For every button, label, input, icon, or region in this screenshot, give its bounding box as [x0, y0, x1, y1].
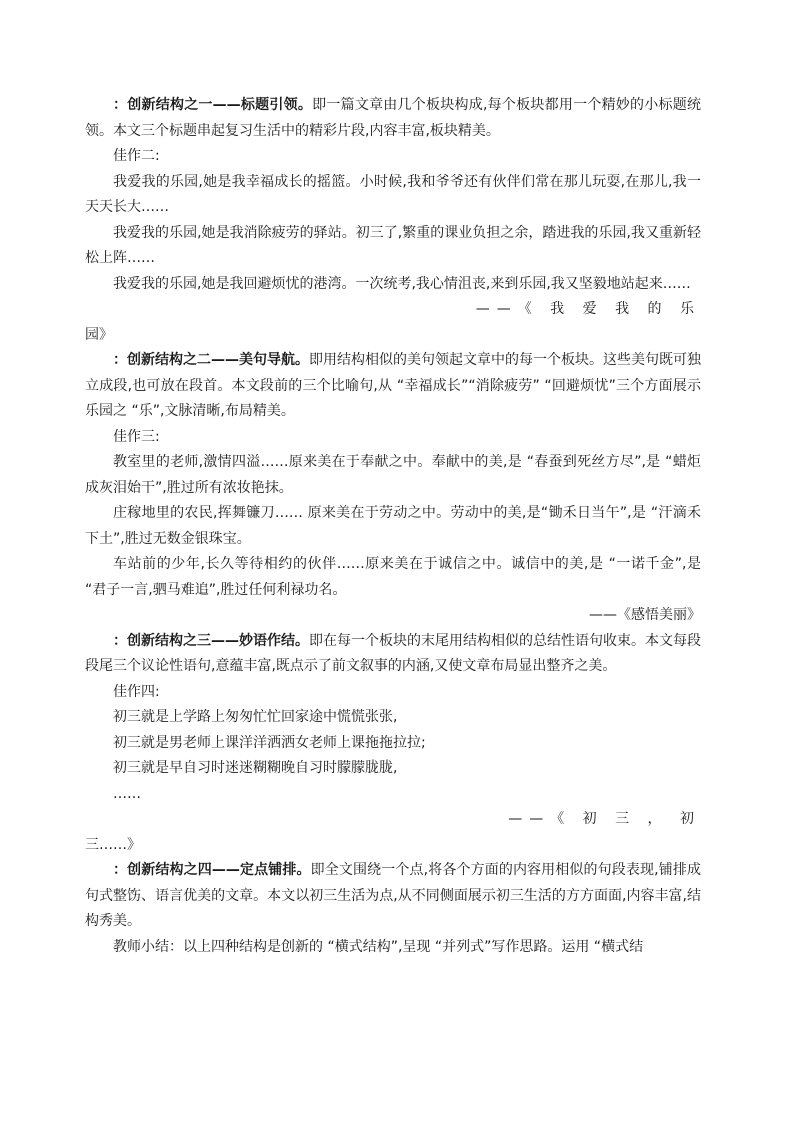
example-3-paragraph-1: 教室里的老师,激情四溢……原来美在于奉献之中。奉献中的美,是 “春蚕到死丝方尽”,是 “蜡炬成灰泪始干”,胜过所有浓妆艳抹。 [85, 454, 701, 496]
structure-4-text: 即全文围绕一个点,将各个方面的内容用相似的句段表现,铺排成句式整饬、语言优美的文章。本文以初三生活为点,从不同侧面展示初三生活的方方面面,内容丰富,结构秀美。 [85, 862, 702, 929]
structure-2-heading: ：创新结构之二——美句导航。 [113, 352, 309, 368]
example-3-paragraph-2: 庄稼地里的农民,挥舞镰刀…… 原来美在于劳动之中。劳动中的美,是“锄禾日当午”,是 “汗滴禾下土”,胜过无数金银珠宝。 [85, 505, 701, 547]
structure-1-text: 即一篇文章由几个板块构成,每个板块都用一个精妙的小标题统领。本文三个标题串起复习生活中的精彩片段,内容丰富,板块精美。 [85, 97, 702, 139]
example-2-source-line-2: 园》 [85, 326, 113, 343]
example-4-line-2: 初三就是男老师上课洋洋洒洒女老师上课拖拖拉拉; [113, 734, 426, 751]
teacher-summary: 教师小结：以上四种结构是创新的 “横式结构”,呈现 “并列式”写作思路。运用 “横式结 [113, 938, 644, 955]
structure-4-paragraph [85, 858, 701, 935]
structure-4-heading: ：创新结构之四——定点铺排。 [113, 862, 311, 878]
example-4-line-1: 初三就是上学路上匆匆忙忙回家途中慌慌张张, [113, 709, 398, 725]
example-2-source-line-1: ——《 我 爱 我 的 乐 [475, 301, 701, 317]
example-2-source [85, 297, 701, 348]
example-2-label: 佳作二: [113, 148, 160, 164]
structure-2-paragraph [85, 348, 701, 425]
example-3-paragraph-3: 车站前的少年,长久等待相约的伙伴……原来美在于诚信之中。诚信中的美,是 “一诺千金”,是 “君子一言,驷马难追”,胜过任何利禄功名。 [85, 556, 701, 598]
structure-3-paragraph [85, 629, 701, 680]
structure-3-text: 即在每一个板块的末尾用结构相似的总结性语句收束。本文每段段尾三个议论性语句,意蕴丰富,既点示了前文叙事的内涵,又使文章布局显出整齐之美。 [85, 632, 701, 674]
example-3-source: ——《感悟美丽》 [589, 607, 701, 623]
example-4-source-line-1: ——《 初 三 ， 初 [508, 811, 701, 827]
example-4-line-3: 初三就是早自习时迷迷糊糊晚自习时朦朦胧胧, [113, 760, 398, 776]
structure-1-heading: ：创新结构之一——标题引领。 [113, 97, 313, 113]
structure-1-paragraph [85, 93, 701, 144]
structure-3-heading: ：创新结构之三——妙语作结。 [113, 632, 309, 649]
example-4-source [85, 807, 701, 858]
example-2-paragraph-3: 我爱我的乐园,她是我回避烦忧的港湾。一次统考,我心情沮丧,来到乐园,我又坚毅地站起来…… [113, 275, 691, 292]
example-2-paragraph-2: 我爱我的乐园,她是我消除疲劳的驿站。初三了,繁重的课业负担之余，踏进我的乐园,我又重新轻松上阵…… [85, 224, 701, 266]
example-2-paragraph-1: 我爱我的乐园,她是我幸福成长的摇篮。小时候,我和爷爷还有伙伴们常在那儿玩耍,在那儿,我一天天长大…… [85, 173, 701, 215]
structure-2-text: 即用结构相似的美句领起文章中的每一个板块。这些美句既可独立成段,也可放在段首。本文段前的三个比喻句,从 “幸福成长”“消除疲劳” “回避烦忧”三个方面展示乐园之 “乐”,文脉清晰,布局精美。 [85, 352, 701, 419]
example-4-ellipsis: …… [113, 785, 141, 802]
document-page [85, 93, 701, 960]
example-3-label: 佳作三: [113, 428, 160, 445]
example-4-source-line-2: 三……》 [85, 836, 141, 853]
example-4-label: 佳作四: [113, 683, 160, 700]
